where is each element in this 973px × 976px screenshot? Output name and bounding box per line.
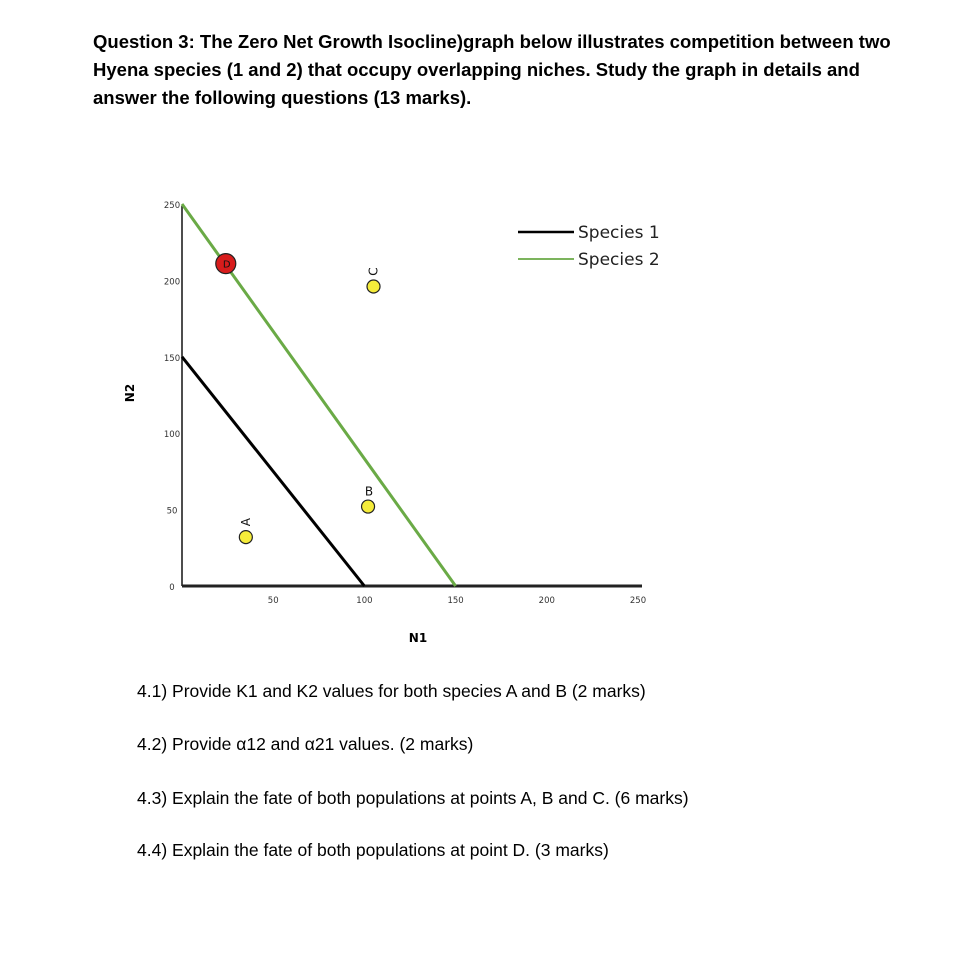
y-tick-label-0: 0 xyxy=(169,583,175,593)
x-axis-label: N1 xyxy=(408,631,428,645)
question-4-4: 4.4) Explain the fate of both populations at point D. (3 marks) xyxy=(137,840,609,860)
y-tick-label-150: 150 xyxy=(163,353,181,364)
species-1-isocline xyxy=(182,357,364,586)
y-tick-label-100: 100 xyxy=(163,430,181,441)
axes xyxy=(182,206,642,586)
y-tick-label-200: 200 xyxy=(163,277,181,288)
point-a-marker xyxy=(239,531,252,544)
y-tick-label-250: 250 xyxy=(163,201,181,211)
data-points xyxy=(216,254,381,544)
question-4-1: 4.1) Provide K1 and K2 values for both species A and B (2 marks) xyxy=(137,681,646,701)
x-tick-label-50: 50 xyxy=(267,596,279,606)
point-b-label: B xyxy=(364,484,374,499)
legend-label-species-1: Species 1 xyxy=(578,223,660,243)
point-c-marker xyxy=(367,280,380,293)
point-b-marker xyxy=(362,500,375,513)
legend xyxy=(518,223,660,270)
question-4-2: 4.2) Provide α12 and α21 values. (2 marks) xyxy=(137,734,474,754)
x-tick-label-250: 250 xyxy=(629,596,647,606)
legend-label-species-2: Species 2 xyxy=(578,250,660,270)
x-tick-label-200: 200 xyxy=(538,596,555,606)
isocline-graph xyxy=(100,180,660,650)
point-a-label: A xyxy=(238,517,253,527)
question-heading: Question 3: The Zero Net Growth Isocline)graph below illustrates competition between two Hyena species (1 and 2) that occupy overlapping niches. Study the graph in details and answer the following questions (13 marks). xyxy=(93,31,891,108)
point-c-label: C xyxy=(366,267,381,276)
x-tick-label-150: 150 xyxy=(447,596,464,606)
question-4-3: 4.3) Explain the fate of both populations at points A, B and C. (6 marks) xyxy=(137,788,689,808)
x-tick-label-100: 100 xyxy=(356,596,373,606)
y-tick-label-50: 50 xyxy=(166,506,178,517)
ticks xyxy=(164,201,646,606)
point-d-label: D xyxy=(222,259,231,271)
y-axis-label: N2 xyxy=(123,383,137,403)
